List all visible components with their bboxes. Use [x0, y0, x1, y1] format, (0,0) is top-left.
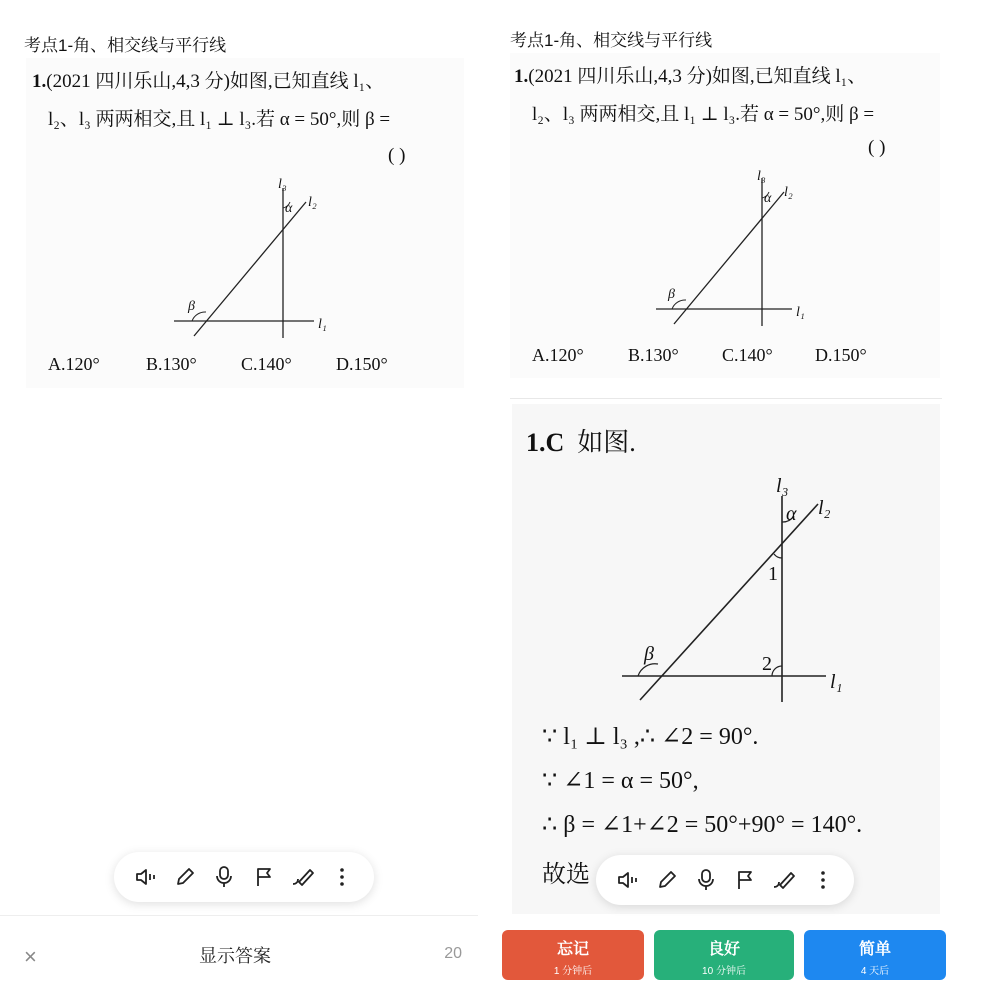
speaker-button[interactable]	[611, 863, 645, 897]
grade-easy-label: 简单	[858, 941, 891, 958]
angle1-arc	[774, 554, 782, 558]
speaker-button[interactable]	[129, 860, 163, 894]
more-vertical-icon	[819, 869, 827, 891]
answer-choice: 1.C	[526, 428, 565, 457]
label-l2: l₂	[818, 497, 831, 519]
bottom-bar	[0, 915, 478, 998]
grade-good-button[interactable]	[654, 930, 794, 980]
brush-icon	[290, 866, 316, 888]
microphone-button[interactable]	[689, 863, 723, 897]
option-a: A.120°	[532, 345, 584, 365]
label-beta: β	[644, 643, 654, 665]
option-c: C.140°	[722, 345, 773, 365]
grade-easy-button[interactable]	[804, 930, 946, 980]
angle2-arc	[772, 666, 782, 676]
label-l1: l₁	[796, 305, 805, 320]
question-image	[510, 53, 940, 378]
label-l2: l₂	[784, 185, 793, 200]
option-d: D.150°	[336, 354, 388, 374]
flag-icon	[734, 869, 756, 891]
question-figure	[166, 176, 366, 356]
grade-again-label: 忘记	[556, 941, 589, 958]
option-d: D.150°	[815, 345, 867, 365]
label-l3: l₃	[757, 169, 766, 184]
more-button[interactable]	[325, 860, 359, 894]
answer-divider	[510, 398, 942, 399]
option-c: C.140°	[241, 354, 292, 374]
brush-button[interactable]	[286, 860, 320, 894]
question-text-1: (2021 四川乐山,4,3 分)如图,已知直线 l₁、	[528, 66, 867, 87]
microphone-icon	[213, 865, 235, 889]
solution-line-4: 故选	[542, 862, 590, 888]
question-panel	[0, 0, 478, 997]
question-number: 1.	[32, 71, 47, 92]
grade-again-button[interactable]	[502, 930, 644, 980]
microphone-button[interactable]	[207, 860, 241, 894]
label-alpha: α	[285, 201, 293, 216]
flag-button[interactable]	[728, 863, 762, 897]
label-l2: l₂	[308, 195, 317, 210]
card-count: 20	[444, 945, 462, 962]
option-b: B.130°	[628, 345, 679, 365]
close-button[interactable]: ×	[24, 944, 37, 969]
answer-panel	[490, 0, 964, 997]
options	[26, 354, 464, 378]
more-button[interactable]	[806, 863, 840, 897]
label-alpha: α	[764, 191, 772, 206]
label-angle-2: 2	[762, 653, 772, 675]
label-l1: l₁	[830, 671, 843, 693]
grade-good-interval: 10 分钟后	[702, 966, 746, 977]
label-alpha: α	[786, 503, 797, 525]
pencil-icon	[656, 869, 678, 891]
label-beta: β	[668, 287, 675, 302]
answer-parentheses: ( )	[388, 145, 406, 166]
brush-icon	[771, 869, 797, 891]
answer-parentheses: ( )	[868, 137, 886, 158]
option-a: A.120°	[48, 354, 100, 374]
question-text-1: (2021 四川乐山,4,3 分)如图,已知直线 l₁、	[46, 71, 385, 92]
pencil-button[interactable]	[168, 860, 202, 894]
pencil-icon	[174, 866, 196, 888]
question-figure	[652, 166, 852, 341]
answer-image	[512, 404, 940, 914]
answer-head-text: 如图.	[577, 428, 636, 457]
label-l3: l₃	[278, 177, 287, 192]
microphone-icon	[695, 868, 717, 892]
answer-head	[526, 422, 636, 459]
answer-figure	[612, 474, 852, 704]
line-l2	[194, 202, 306, 336]
beta-arc	[638, 664, 658, 676]
solution-line-1: ∵ l₁ ⊥ l₃ ,∴ ∠2 = 90°.	[542, 724, 759, 750]
flag-button[interactable]	[247, 860, 281, 894]
label-angle-1: 1	[768, 563, 778, 585]
question-line-1	[514, 61, 866, 88]
show-answer-button[interactable]: 显示答案	[199, 946, 271, 966]
solution-line-2: ∵ ∠1 = α = 50°,	[542, 768, 699, 794]
question-image	[26, 58, 464, 388]
label-beta: β	[188, 299, 195, 314]
grade-easy-interval: 4 天后	[860, 966, 890, 977]
speaker-icon	[134, 866, 158, 888]
question-number: 1.	[514, 66, 529, 87]
solution-line-3: ∴ β = ∠1+∠2 = 50°+90° = 140°.	[542, 812, 863, 838]
line-l2	[640, 504, 818, 700]
question-line-2: l₂、l₃ 两两相交,且 l₁ ⊥ l₃.若 α = 50°,则 β =	[532, 104, 875, 125]
question-line-2: l₂、l₃ 两两相交,且 l₁ ⊥ l₃.若 α = 50°,则 β =	[48, 109, 391, 130]
grade-good-label: 良好	[707, 941, 740, 958]
card-toolbar	[114, 852, 374, 902]
deck-title: 考点1-角、相交线与平行线	[24, 36, 227, 55]
card-toolbar	[596, 855, 854, 905]
option-b: B.130°	[146, 354, 197, 374]
label-l3: l₃	[776, 475, 789, 497]
pencil-button[interactable]	[650, 863, 684, 897]
line-l2	[674, 192, 784, 324]
label-l1: l₁	[318, 317, 327, 332]
grade-again-interval: 1 分钟后	[553, 966, 593, 977]
brush-button[interactable]	[767, 863, 801, 897]
question-line-1	[32, 66, 384, 93]
speaker-icon	[616, 869, 640, 891]
flag-icon	[253, 866, 275, 888]
more-vertical-icon	[338, 866, 346, 888]
options	[510, 345, 940, 369]
deck-title: 考点1-角、相交线与平行线	[510, 31, 713, 50]
